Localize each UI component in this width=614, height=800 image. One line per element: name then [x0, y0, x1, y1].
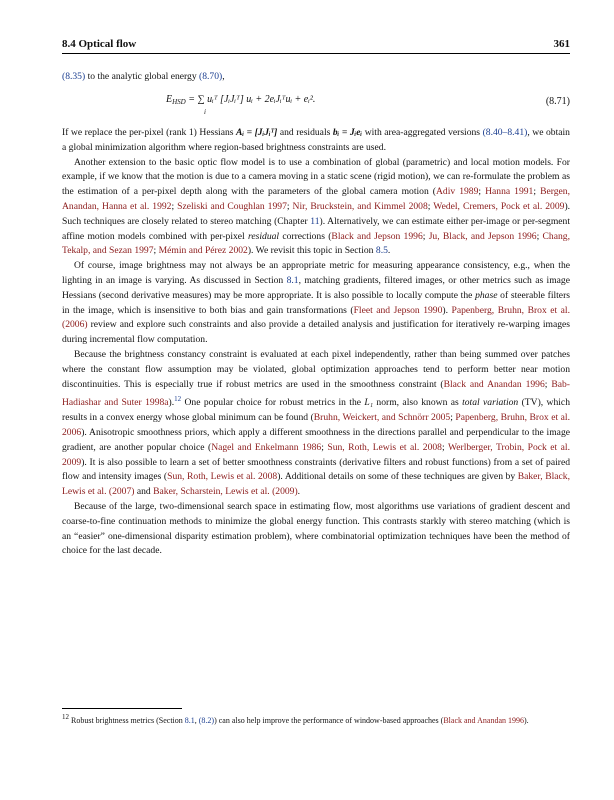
citation-link[interactable]: Black and Anandan 1996: [443, 716, 524, 725]
citation-link[interactable]: Chang, Tekalp, and Sezan 1997: [62, 230, 570, 257]
paragraph: Of course, image brightness may not always be an appropriate metric for measuring appearance consistency, e.g., when the lighting in an image is varying. As discussed in Section 8.1, matching gradients, filtered images, or other metrics such as image Hessians (second derivative measures) may be more appropriate. It is also possible to locally compute the phase of steerable filters in the image, which is insensitive to both bias and gain transformations (Fleet and Jepson 1990). Papenberg, Bruhn, Brox et al. (2006) review and explore such constraints and also provide a detailed analysis and justification for iteratively re-warping images during incremental flow computation.: [62, 260, 570, 346]
citation-link[interactable]: Papenberg, Bruhn, Brox et al. (2006): [62, 304, 570, 331]
equation-number: (8.71): [545, 96, 570, 107]
citation-link[interactable]: Hanna 1991: [485, 186, 534, 198]
citation-link[interactable]: Papenberg, Bruhn, Brox et al. 2006: [62, 412, 570, 438]
header-rule: [62, 53, 570, 54]
equation-link[interactable]: (8.40–8.41): [482, 127, 528, 138]
body-text: [62, 126, 570, 559]
citation-link[interactable]: Sun, Roth, Lewis et al. 2008: [327, 441, 442, 453]
citation-link[interactable]: Black and Anandan 1996: [443, 378, 545, 390]
citation-link[interactable]: Fleet and Jepson 1990: [353, 304, 443, 316]
citation-link[interactable]: Bruhn, Weickert, and Schnörr 2005: [313, 412, 451, 424]
citation-link[interactable]: Nir, Bruckstein, and Kimmel 2008: [292, 200, 428, 212]
paragraph: If we replace the per-pixel (rank 1) Hessians Aᵢ = [JᵢJᵢᵀ] and residuals bᵢ = Jᵢeᵢ with area-aggregated versions (8.40–8.41), we obtain a global minimization algorithm where region-based brightness constraints are used.: [62, 127, 570, 153]
paragraph: Because the brightness constancy constraint is evaluated at each pixel independently, rather than being summed over patches where the constant flow assumption may be violated, global optimization approaches tend to perform better near motion discontinuities. This is especially true if robust metrics are used in the smoothness constraint (Black and Anandan 1996; Bab-Hadiashar and Suter 1998a).$^{12}$ One popular choice for robust metrics in the L₁ norm, also known as total variation (TV), which results in a convex energy whose global minimum can be found (Bruhn, Weickert, and Schnörr 2005; Papenberg, Bruhn, Brox et al. 2006). Anisotropic smoothness priors, which apply a different smoothness in the directions parallel and perpendicular to the image gradient, are another popular choice (Nagel and Enkelmann 1986; Sun, Roth, Lewis et al. 2008; Werlberger, Trobin, Pock et al. 2009). It is also possible to learn a set of better smoothness constraints (derivative filters and robust functions) from a set of paired flow and intensity images (Sun, Roth, Lewis et al. 2008). Additional details on some of these techniques are given by Baker, Black, Lewis et al. (2007) and Baker, Scharstein, Lewis et al. (2009).: [62, 348, 570, 498]
chapter-link[interactable]: 11: [310, 215, 320, 227]
page-number: 361: [553, 38, 570, 50]
section-link[interactable]: 8.1: [184, 716, 195, 725]
equation-8-71: [62, 94, 570, 120]
citation-link[interactable]: Ju, Black, and Jepson 1996: [428, 230, 537, 242]
paragraph: Because of the large, two-dimensional search space in estimating flow, most algorithms use variations of gradient descent and coarse-to-fine continuation methods to minimize the global energy function. This contrasts starkly with stereo matching (which is an “easier” one-dimensional disparity estimation problem), where combinatorial optimization techniques have been the method of choice for the last decade.: [62, 500, 570, 557]
footnote: 12 Robust brightness metrics (Section 8.1, (8.2)) can also help improve the performance of window-based approaches (Black and Anandan 1996).: [62, 713, 529, 725]
paragraph: Another extension to the basic optic flow model is to use a combination of global (parametric) and local motion models. For example, if we know that the motion is due to a camera moving in a static scene (rigid motion), we can re-formulate the problem as the estimation of a per-pixel depth along with the parameters of the global camera motion (Adiv 1989; Hanna 1991; Bergen, Anandan, Hanna et al. 1992; Szeliski and Coughlan 1997; Nir, Bruckstein, and Kimmel 2008; Wedel, Cremers, Pock et al. 2009). Such techniques are closely related to stereo matching (Chapter 11). Alternatively, we can estimate either per-image or per-segment affine motion models combined with per-pixel residual corrections (Black and Jepson 1996; Ju, Black, and Jepson 1996; Chang, Tekalp, and Sezan 1997; Mémin and Pérez 2002). We revisit this topic in Section 8.5.: [62, 156, 571, 257]
footnote-number: 12: [62, 713, 69, 721]
citation-link[interactable]: Baker, Scharstein, Lewis et al. (2009): [153, 486, 298, 498]
citation-link[interactable]: Adiv 1989: [435, 186, 479, 198]
citation-link[interactable]: Baker, Black, Lewis et al. (2007): [62, 471, 570, 498]
footnote-marker[interactable]: 12: [174, 395, 182, 404]
citation-link[interactable]: Nagel and Enkelmann 1986: [211, 441, 322, 453]
equation-link[interactable]: (8.2): [198, 716, 215, 725]
citation-link[interactable]: Bab-Hadiashar and Suter 1998a: [62, 378, 570, 409]
equation-link[interactable]: (8.70): [199, 71, 223, 82]
citation-link[interactable]: Mémin and Pérez 2002: [158, 245, 248, 257]
citation-link[interactable]: Sun, Roth, Lewis et al. 2008: [167, 471, 278, 483]
footnote-rule: [62, 708, 182, 709]
citation-link[interactable]: Wedel, Cremers, Pock et al. 2009: [433, 200, 565, 212]
citation-link[interactable]: Bergen, Anandan, Hanna et al. 1992: [62, 186, 570, 212]
equation-link[interactable]: (8.35): [62, 71, 86, 82]
section-link[interactable]: 8.1: [286, 274, 299, 286]
citation-link[interactable]: Werlberger, Trobin, Pock et al. 2009: [62, 441, 570, 468]
running-header: 8.4 Optical flow: [62, 38, 137, 50]
section-link[interactable]: 8.5: [375, 245, 388, 257]
equation-body: $E_{HSD}$ = ∑ uᵢᵀ [JᵢJᵢᵀ] uᵢ + 2eᵢJᵢᵀuᵢ + eᵢ². i: [166, 94, 316, 116]
citation-link[interactable]: Black and Jepson 1996: [331, 230, 423, 242]
intro-line: (8.35) to the analytic global energy (8.70),: [62, 71, 225, 82]
sum-index: i: [204, 108, 206, 116]
citation-link[interactable]: Szeliski and Coughlan 1997: [177, 200, 287, 212]
